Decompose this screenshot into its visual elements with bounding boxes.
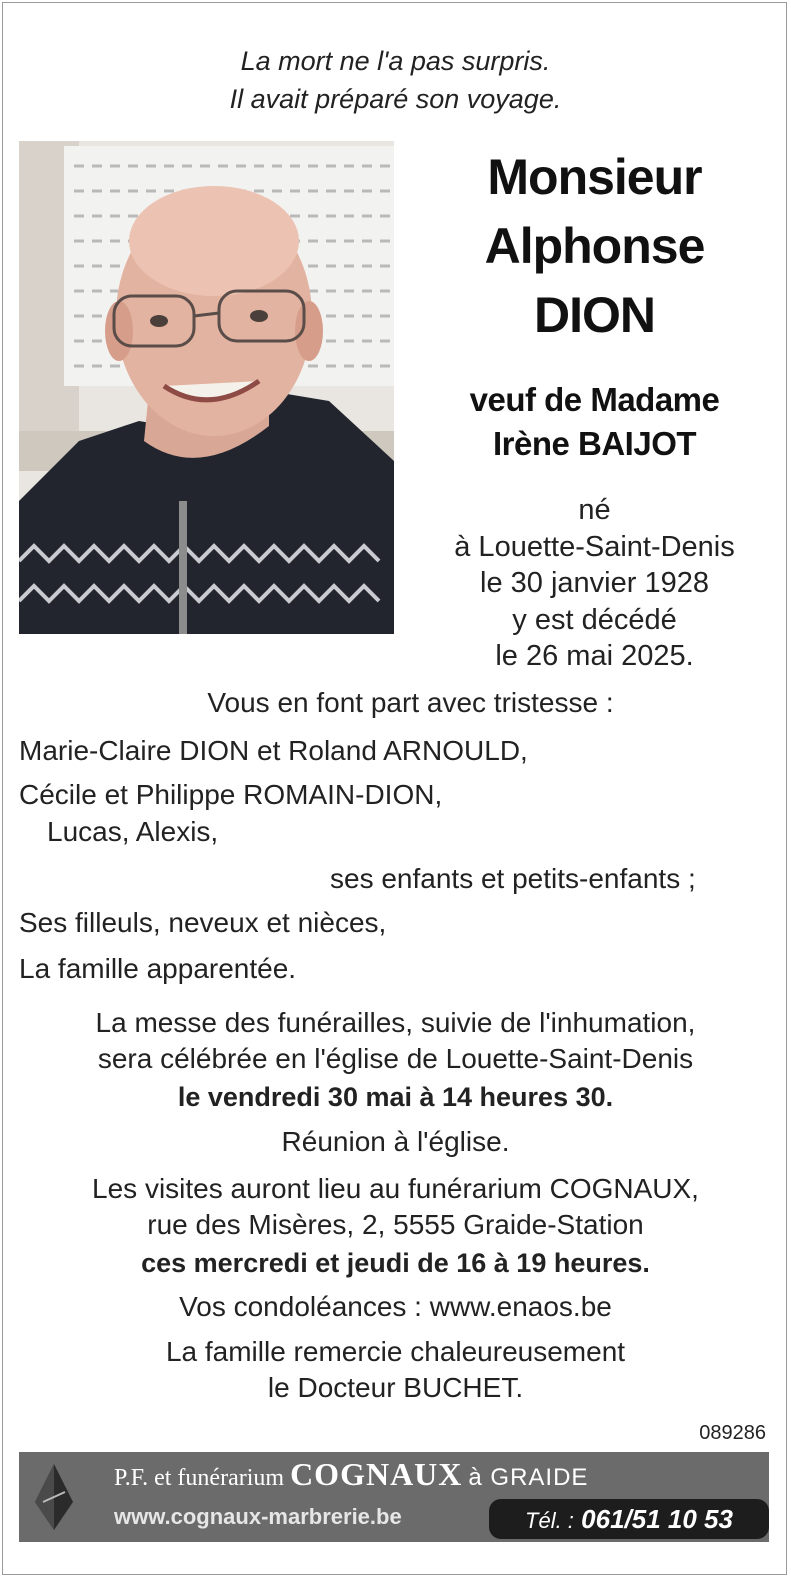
spouse-name: Irène BAIJOT (492, 425, 697, 462)
announcement: Vous en font part avec tristesse : (207, 687, 614, 718)
birth-line: le 26 mai 2025. (495, 640, 694, 672)
spouse-info (398, 378, 791, 466)
birth-death-info (398, 492, 791, 675)
funeral-home-name (114, 1456, 588, 1493)
condolences-line: Vos condoléances : www.enaos.be (179, 1291, 612, 1322)
portrait-illustration (19, 141, 394, 634)
family-line: Lucas, Alexis, (47, 816, 219, 847)
deceased-title: Monsieur (487, 149, 702, 205)
portrait-photo (19, 141, 394, 634)
thanks-line: le Docteur BUCHET. (267, 1372, 524, 1403)
funeral-home-brand: COGNAUX (290, 1456, 463, 1492)
phone-number: 061/51 10 53 (581, 1504, 733, 1534)
epigraph-line: Il avait préparé son voyage. (229, 84, 562, 114)
birth-line: né (578, 494, 611, 526)
family-line: La famille apparentée. (19, 953, 297, 984)
funeral-home-website[interactable]: www.cognaux-marbrerie.be (114, 1504, 402, 1529)
funeral-home-logo-icon (33, 1462, 75, 1532)
funeral-home-city: à GRAIDE (468, 1464, 589, 1491)
family-line: ses enfants et petits-enfants ; (330, 863, 696, 894)
birth-line: le 30 janvier 1928 (480, 567, 709, 599)
family-line: Ses filleuls, neveux et nièces, (19, 907, 387, 938)
thanks-line: La famille remercie chaleureusement (165, 1336, 626, 1367)
birth-line: y est décédé (512, 603, 677, 636)
funeral-home-prefix: P.F. et funérarium (114, 1465, 285, 1491)
reference-number: 089286 (699, 1422, 766, 1444)
service-line: La messe des funérailles, suivie de l'inhumation, (95, 1007, 696, 1038)
visits-line: Les visites auront lieu au funérarium COGNAUX, (92, 1173, 699, 1204)
family-line: Marie-Claire DION et Roland ARNOULD, (19, 735, 528, 766)
service-date: le vendredi 30 mai à 14 heures 30. (177, 1082, 614, 1112)
epigraph-line: La mort ne l'a pas surpris. (240, 46, 551, 76)
deceased-first-name: Alphonse (484, 218, 705, 274)
visits-address: rue des Misères, 2, 5555 Graide-Station (147, 1209, 644, 1240)
service-line: sera célébrée en l'église de Louette-Saint-Denis (97, 1043, 694, 1074)
epigraph (0, 42, 791, 118)
deceased-name (398, 143, 791, 350)
family-line: Cécile et Philippe ROMAIN-DION, (19, 779, 443, 810)
phone-label: Tél. : (525, 1508, 574, 1533)
birth-line: à Louette-Saint-Denis (454, 530, 735, 563)
funeral-home-banner (19, 1452, 769, 1542)
phone-badge[interactable] (489, 1499, 769, 1539)
visits-time: ces mercredi et jeudi de 16 à 19 heures. (141, 1248, 650, 1278)
meeting-info: Réunion à l'église. (281, 1126, 510, 1157)
deceased-last-name: DION (534, 287, 655, 343)
spouse-line: veuf de Madame (469, 381, 720, 418)
